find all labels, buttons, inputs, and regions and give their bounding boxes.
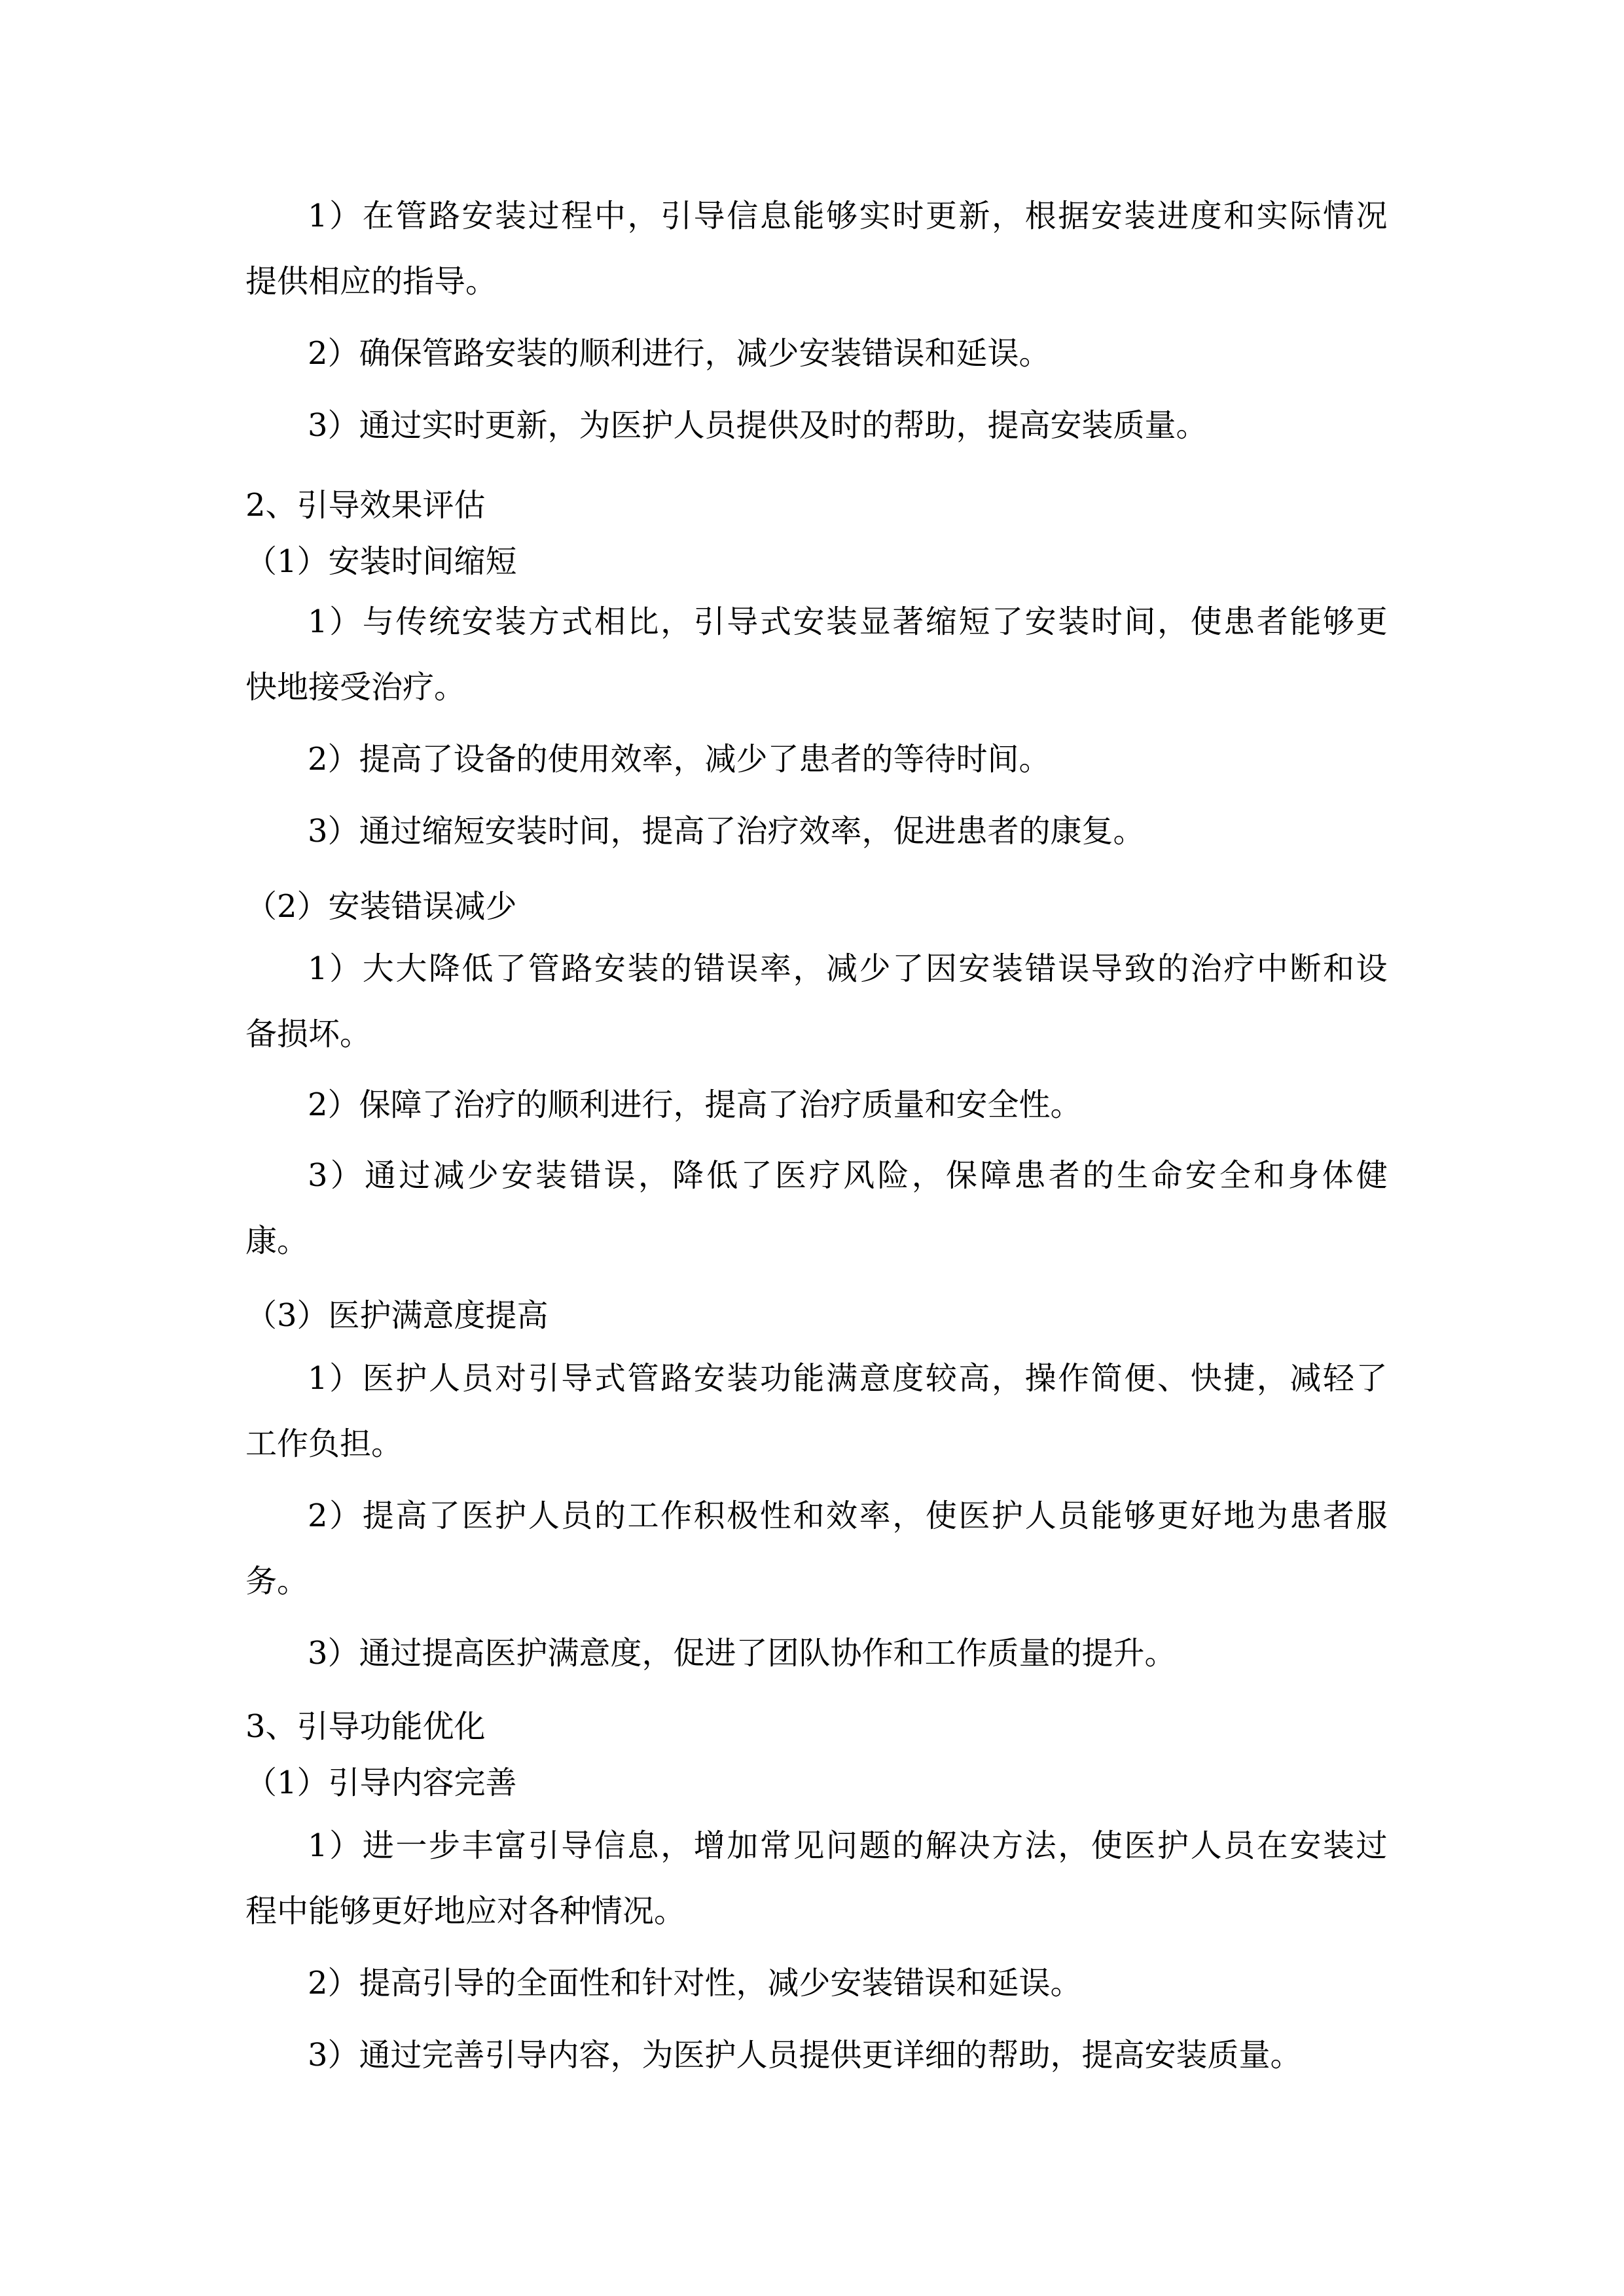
glyph: 2 bbox=[308, 1498, 328, 1534]
glyph: ） bbox=[329, 603, 361, 640]
glyph: 命 bbox=[1151, 1157, 1183, 1194]
subsection-heading: （1）引导内容完善 bbox=[245, 1765, 517, 1801]
glyph: 根 bbox=[1024, 198, 1056, 234]
glyph: 见 bbox=[793, 1827, 825, 1864]
glyph: 信 bbox=[727, 198, 759, 234]
glyph: 减 bbox=[433, 1157, 465, 1194]
glyph: 装 bbox=[727, 1360, 759, 1397]
glyph: ） bbox=[329, 1498, 361, 1534]
glyph: 医 bbox=[958, 1498, 990, 1534]
glyph: ， bbox=[992, 1360, 1024, 1397]
glyph: 了 bbox=[992, 603, 1024, 640]
glyph: 和 bbox=[793, 1498, 825, 1534]
section-heading: 2、引导效果评估 bbox=[245, 487, 486, 524]
glyph: 减 bbox=[826, 950, 858, 987]
glyph: 安 bbox=[1024, 603, 1056, 640]
glyph: 性 bbox=[759, 1498, 791, 1534]
glyph: 实 bbox=[1256, 198, 1288, 234]
glyph: 设 bbox=[1356, 950, 1388, 987]
glyph: 实 bbox=[859, 198, 891, 234]
glyph: ） bbox=[330, 1157, 362, 1194]
glyph: 员 bbox=[1058, 1498, 1090, 1534]
glyph: 治 bbox=[1190, 950, 1222, 987]
glyph: 错 bbox=[569, 1157, 602, 1194]
glyph: 丰 bbox=[461, 1827, 494, 1864]
glyph: 过 bbox=[528, 198, 560, 234]
glyph: 误 bbox=[1058, 950, 1090, 987]
glyph: 通 bbox=[365, 1157, 397, 1194]
glyph: 题 bbox=[859, 1827, 891, 1864]
glyph: ， bbox=[1157, 603, 1189, 640]
glyph: 式 bbox=[759, 603, 791, 640]
glyph: 在 bbox=[362, 198, 394, 234]
glyph: 一 bbox=[395, 1827, 427, 1864]
paragraph-line: 2）保障了治疗的顺利进行，提高了治疗质量和安全性。 bbox=[308, 1086, 1082, 1123]
glyph: 率 bbox=[859, 1498, 891, 1534]
glyph: 装 bbox=[992, 950, 1024, 987]
glyph: ， bbox=[660, 603, 693, 640]
glyph: 和 bbox=[1322, 950, 1354, 987]
glyph: 工 bbox=[627, 1498, 659, 1534]
glyph: 进 bbox=[1157, 198, 1189, 234]
glyph: 的 bbox=[1082, 1157, 1114, 1194]
glyph: 度 bbox=[892, 1360, 924, 1397]
glyph: 人 bbox=[1024, 1498, 1056, 1534]
glyph: 大 bbox=[362, 950, 394, 987]
glyph: 引 bbox=[660, 198, 693, 234]
paragraph-line: 快地接受治疗。 bbox=[245, 669, 466, 706]
glyph: ） bbox=[329, 198, 361, 234]
paragraph-line: 提供相应的指导。 bbox=[245, 263, 497, 300]
glyph: 和 bbox=[1254, 1157, 1286, 1194]
glyph: 据 bbox=[1058, 198, 1090, 234]
glyph: 显 bbox=[859, 603, 891, 640]
glyph: 医 bbox=[362, 1360, 394, 1397]
glyph: 地 bbox=[1223, 1498, 1255, 1534]
glyph: 员 bbox=[561, 1498, 593, 1534]
glyph: 者 bbox=[1048, 1157, 1080, 1194]
glyph: 大 bbox=[395, 950, 427, 987]
glyph: 导 bbox=[561, 1360, 593, 1397]
glyph: 管 bbox=[528, 950, 560, 987]
glyph: 了 bbox=[428, 1498, 460, 1534]
paragraph-line: 3）通过完善引导内容，为医护人员提供更详细的帮助，提高安装质量。 bbox=[308, 2037, 1302, 2073]
glyph: 问 bbox=[826, 1827, 858, 1864]
glyph: 身 bbox=[1288, 1157, 1320, 1194]
glyph: 的 bbox=[594, 1498, 626, 1534]
glyph: 简 bbox=[1091, 1360, 1123, 1397]
glyph: 提 bbox=[362, 1498, 394, 1534]
glyph: 误 bbox=[604, 1157, 636, 1194]
glyph: 因 bbox=[925, 950, 957, 987]
glyph: 装 bbox=[535, 1157, 568, 1194]
paragraph-line bbox=[308, 1496, 1388, 1535]
glyph: 装 bbox=[1124, 198, 1156, 234]
glyph: 医 bbox=[1124, 1827, 1156, 1864]
glyph: 降 bbox=[672, 1157, 704, 1194]
paragraph-line: 务。 bbox=[245, 1563, 309, 1600]
glyph: 装 bbox=[1058, 603, 1090, 640]
glyph: 错 bbox=[1024, 950, 1056, 987]
glyph: 、 bbox=[1157, 1360, 1189, 1397]
glyph: 式 bbox=[594, 1360, 626, 1397]
glyph: 意 bbox=[859, 1360, 891, 1397]
glyph: 安 bbox=[693, 1360, 725, 1397]
glyph: 的 bbox=[660, 950, 693, 987]
glyph: 低 bbox=[706, 1157, 738, 1194]
glyph: 富 bbox=[495, 1827, 527, 1864]
glyph: 险 bbox=[877, 1157, 909, 1194]
glyph: 路 bbox=[561, 950, 593, 987]
glyph: 进 bbox=[362, 1827, 394, 1864]
glyph: 够 bbox=[826, 198, 858, 234]
glyph: 装 bbox=[495, 603, 527, 640]
glyph: 决 bbox=[958, 1827, 990, 1864]
section-heading: 3、引导功能优化 bbox=[245, 1708, 486, 1745]
glyph: 息 bbox=[627, 1827, 659, 1864]
glyph: 引 bbox=[693, 603, 725, 640]
glyph: 了 bbox=[740, 1157, 772, 1194]
glyph: 安 bbox=[1091, 198, 1123, 234]
glyph: 间 bbox=[1124, 603, 1156, 640]
glyph: 导 bbox=[561, 1827, 593, 1864]
glyph: ） bbox=[329, 1827, 361, 1864]
glyph: ， bbox=[992, 198, 1024, 234]
glyph: ， bbox=[638, 1157, 670, 1194]
glyph: 了 bbox=[495, 950, 527, 987]
glyph: 降 bbox=[428, 950, 460, 987]
paragraph-line bbox=[308, 949, 1388, 988]
glyph: 装 bbox=[627, 950, 659, 987]
glyph: 能 bbox=[1290, 603, 1322, 640]
glyph: 安 bbox=[958, 950, 990, 987]
paragraph-line: 2）提高引导的全面性和针对性，减少安装错误和延误。 bbox=[308, 1965, 1082, 2001]
glyph: 极 bbox=[727, 1498, 759, 1534]
glyph: 管 bbox=[627, 1360, 659, 1397]
glyph: 医 bbox=[461, 1498, 494, 1534]
glyph: 更 bbox=[925, 198, 957, 234]
glyph: 积 bbox=[693, 1498, 725, 1534]
glyph: 1 bbox=[308, 603, 328, 640]
glyph: ， bbox=[660, 1827, 693, 1864]
glyph: ， bbox=[1058, 1827, 1090, 1864]
glyph: 能 bbox=[793, 198, 825, 234]
glyph: 法 bbox=[1024, 1827, 1056, 1864]
glyph: 步 bbox=[428, 1827, 460, 1864]
glyph: 信 bbox=[594, 1827, 626, 1864]
glyph: 比 bbox=[627, 603, 659, 640]
glyph: 人 bbox=[428, 1360, 460, 1397]
glyph: 新 bbox=[958, 198, 990, 234]
glyph: 程 bbox=[561, 198, 593, 234]
glyph: 效 bbox=[826, 1498, 858, 1534]
glyph: 为 bbox=[1256, 1498, 1288, 1534]
glyph: 错 bbox=[693, 950, 725, 987]
glyph: 更 bbox=[1356, 603, 1388, 640]
glyph: 常 bbox=[759, 1827, 791, 1864]
glyph: 缩 bbox=[925, 603, 957, 640]
glyph: 护 bbox=[495, 1498, 527, 1534]
glyph: 方 bbox=[528, 603, 560, 640]
glyph: 人 bbox=[1190, 1827, 1222, 1864]
glyph: 障 bbox=[980, 1157, 1012, 1194]
glyph: 减 bbox=[1290, 1360, 1322, 1397]
glyph: 率 bbox=[759, 950, 791, 987]
glyph: ， bbox=[1256, 1360, 1288, 1397]
paragraph-line bbox=[308, 1826, 1388, 1865]
glyph: 安 bbox=[793, 603, 825, 640]
paragraph-line: 备损坏。 bbox=[245, 1016, 372, 1052]
glyph: 相 bbox=[594, 603, 626, 640]
glyph: 过 bbox=[399, 1157, 431, 1194]
glyph: 高 bbox=[958, 1360, 990, 1397]
glyph: 装 bbox=[826, 603, 858, 640]
glyph: 健 bbox=[1356, 1157, 1388, 1194]
glyph: 和 bbox=[1223, 198, 1255, 234]
glyph: 1 bbox=[308, 198, 328, 234]
glyph: 护 bbox=[992, 1498, 1024, 1534]
glyph: 致 bbox=[1124, 950, 1156, 987]
glyph: 够 bbox=[1124, 1498, 1156, 1534]
glyph: 误 bbox=[727, 950, 759, 987]
paragraph-line bbox=[308, 1359, 1388, 1398]
glyph: 中 bbox=[1256, 950, 1288, 987]
glyph: 的 bbox=[1157, 950, 1189, 987]
glyph: ， bbox=[911, 1157, 943, 1194]
glyph: 护 bbox=[395, 1360, 427, 1397]
glyph: 快 bbox=[1190, 1360, 1222, 1397]
paragraph-line: 2）确保管路安装的顺利进行，减少安装错误和延误。 bbox=[308, 335, 1051, 372]
glyph: 能 bbox=[1091, 1498, 1123, 1534]
glyph: 度 bbox=[1190, 198, 1222, 234]
paragraph-line: 2）提高了设备的使用效率，减少了患者的等待时间。 bbox=[308, 741, 1051, 778]
subsection-heading: （1）安装时间缩短 bbox=[245, 543, 517, 580]
glyph: 少 bbox=[467, 1157, 499, 1194]
glyph: 安 bbox=[461, 198, 494, 234]
subsection-heading: （2）安装错误减少 bbox=[245, 888, 517, 925]
glyph: 安 bbox=[501, 1157, 533, 1194]
glyph: ， bbox=[892, 1498, 924, 1534]
paragraph-line bbox=[308, 602, 1388, 641]
glyph: 中 bbox=[594, 198, 626, 234]
glyph: 患 bbox=[1290, 1498, 1322, 1534]
glyph: 况 bbox=[1356, 198, 1388, 234]
glyph: 安 bbox=[1185, 1157, 1217, 1194]
subsection-heading: （3）医护满意度提高 bbox=[245, 1297, 549, 1334]
glyph: 风 bbox=[843, 1157, 875, 1194]
glyph: 少 bbox=[859, 950, 891, 987]
paragraph-line: 工作负担。 bbox=[245, 1426, 403, 1462]
glyph: ） bbox=[329, 1360, 361, 1397]
glyph: 路 bbox=[428, 198, 460, 234]
glyph: 安 bbox=[461, 603, 494, 640]
glyph: 服 bbox=[1356, 1498, 1388, 1534]
glyph: 3 bbox=[308, 1157, 328, 1194]
glyph: 解 bbox=[925, 1827, 957, 1864]
glyph: 护 bbox=[1157, 1827, 1189, 1864]
glyph: 情 bbox=[1322, 198, 1354, 234]
glyph: 者 bbox=[1256, 603, 1288, 640]
glyph: 1 bbox=[308, 1360, 328, 1397]
glyph: 患 bbox=[1223, 603, 1255, 640]
paragraph-line bbox=[308, 1156, 1388, 1195]
glyph: 高 bbox=[395, 1498, 427, 1534]
glyph: 导 bbox=[727, 603, 759, 640]
glyph: 使 bbox=[925, 1498, 957, 1534]
glyph: 了 bbox=[892, 950, 924, 987]
glyph: 际 bbox=[1290, 198, 1322, 234]
glyph: 员 bbox=[1223, 1827, 1255, 1864]
glyph: 捷 bbox=[1223, 1360, 1255, 1397]
glyph: 在 bbox=[1256, 1827, 1288, 1864]
glyph: 者 bbox=[1322, 1498, 1354, 1534]
glyph: 了 bbox=[1356, 1360, 1388, 1397]
glyph: 引 bbox=[528, 1360, 560, 1397]
glyph: 息 bbox=[759, 198, 791, 234]
glyph: ， bbox=[627, 198, 659, 234]
glyph: 装 bbox=[495, 198, 527, 234]
paragraph-line: 康。 bbox=[245, 1223, 309, 1259]
glyph: 导 bbox=[693, 198, 725, 234]
glyph: 能 bbox=[793, 1360, 825, 1397]
glyph: 疗 bbox=[809, 1157, 841, 1194]
glyph: 安 bbox=[594, 950, 626, 987]
glyph: 著 bbox=[892, 603, 924, 640]
glyph: 时 bbox=[1091, 603, 1123, 640]
glyph: 生 bbox=[1117, 1157, 1149, 1194]
glyph: 人 bbox=[528, 1498, 560, 1534]
glyph: 加 bbox=[727, 1827, 759, 1864]
glyph: 够 bbox=[1322, 603, 1354, 640]
glyph: 装 bbox=[1322, 1827, 1354, 1864]
glyph: 统 bbox=[428, 603, 460, 640]
glyph: 时 bbox=[892, 198, 924, 234]
glyph: 医 bbox=[774, 1157, 806, 1194]
glyph: 安 bbox=[1290, 1827, 1322, 1864]
glyph: 轻 bbox=[1322, 1360, 1354, 1397]
glyph: 增 bbox=[693, 1827, 725, 1864]
glyph: ） bbox=[329, 950, 361, 987]
glyph: 患 bbox=[1014, 1157, 1046, 1194]
glyph: 路 bbox=[660, 1360, 693, 1397]
paragraph-line: 3）通过缩短安装时间，提高了治疗效率，促进患者的康复。 bbox=[308, 813, 1145, 850]
paragraph-line: 3）通过实时更新，为医护人员提供及时的帮助，提高安装质量。 bbox=[308, 407, 1208, 444]
glyph: 操 bbox=[1024, 1360, 1056, 1397]
glyph: 好 bbox=[1190, 1498, 1222, 1534]
glyph: 便 bbox=[1124, 1360, 1156, 1397]
glyph: 引 bbox=[528, 1827, 560, 1864]
glyph: 1 bbox=[308, 1827, 328, 1864]
glyph: 全 bbox=[1219, 1157, 1251, 1194]
glyph: 对 bbox=[495, 1360, 527, 1397]
glyph: 断 bbox=[1290, 950, 1322, 987]
glyph: 使 bbox=[1190, 603, 1222, 640]
glyph: ， bbox=[793, 950, 825, 987]
glyph: 员 bbox=[461, 1360, 494, 1397]
glyph: 满 bbox=[826, 1360, 858, 1397]
glyph: 更 bbox=[1157, 1498, 1189, 1534]
glyph: 导 bbox=[1091, 950, 1123, 987]
glyph: 式 bbox=[561, 603, 593, 640]
glyph: 较 bbox=[925, 1360, 957, 1397]
glyph: 过 bbox=[1356, 1827, 1388, 1864]
paragraph-line: 3）通过提高医护满意度，促进了团队协作和工作质量的提升。 bbox=[308, 1635, 1176, 1672]
paragraph-line: 程中能够更好地应对各种情况。 bbox=[245, 1893, 686, 1929]
glyph: 作 bbox=[660, 1498, 693, 1534]
glyph: 作 bbox=[1058, 1360, 1090, 1397]
paragraph-line bbox=[308, 196, 1388, 236]
glyph: 保 bbox=[945, 1157, 977, 1194]
glyph: 1 bbox=[308, 950, 328, 987]
glyph: 传 bbox=[395, 603, 427, 640]
glyph: 疗 bbox=[1223, 950, 1255, 987]
glyph: 体 bbox=[1322, 1157, 1354, 1194]
glyph: 短 bbox=[958, 603, 990, 640]
glyph: 的 bbox=[892, 1827, 924, 1864]
glyph: 管 bbox=[395, 198, 427, 234]
glyph: 方 bbox=[992, 1827, 1024, 1864]
glyph: 低 bbox=[461, 950, 494, 987]
glyph: 与 bbox=[362, 603, 394, 640]
glyph: 功 bbox=[759, 1360, 791, 1397]
glyph: 使 bbox=[1091, 1827, 1123, 1864]
